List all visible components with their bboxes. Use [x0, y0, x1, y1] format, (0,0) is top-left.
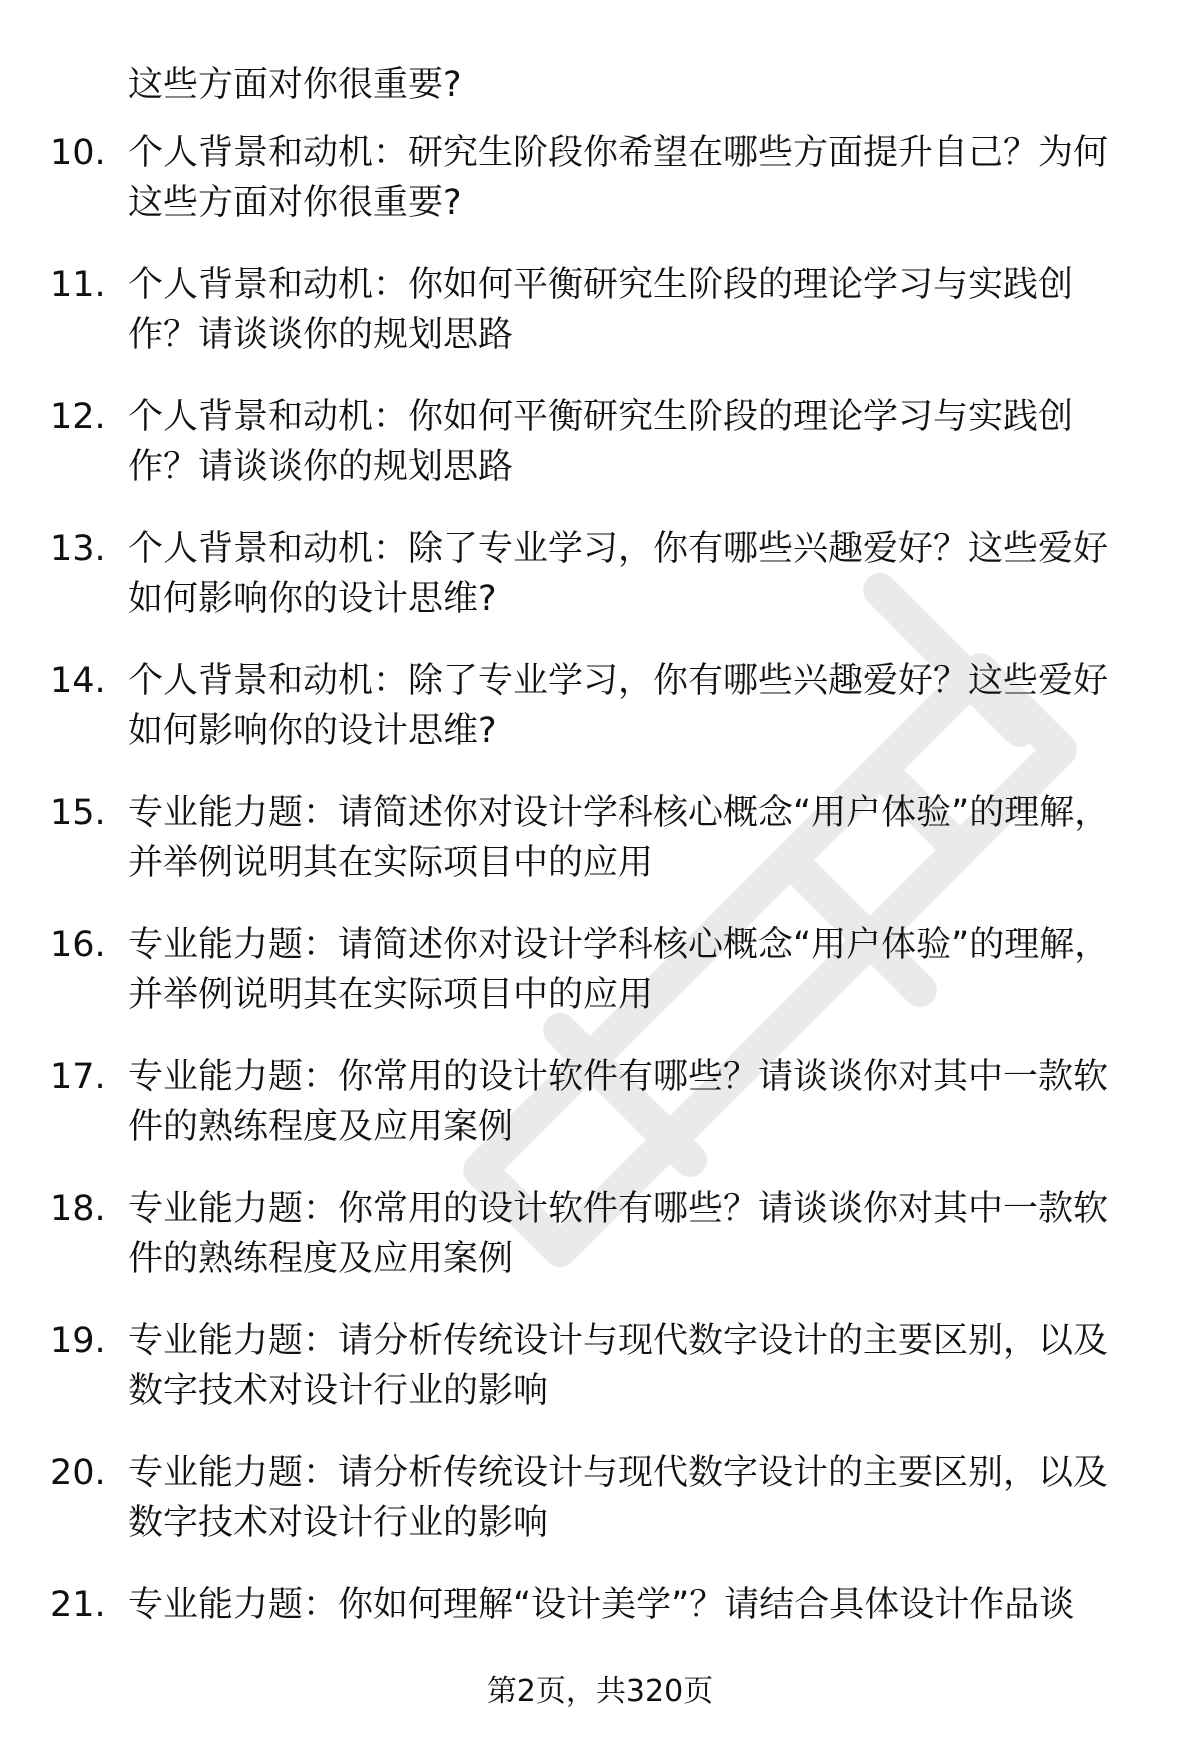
item-text: 个人背景和动机：研究生阶段你希望在哪些方面提升自己？为何这些方面对你很重要?	[128, 133, 1109, 223]
item-number: 16.	[50, 925, 106, 965]
item-text: 专业能力题：你如何理解“设计美学”？请结合具体设计作品谈	[128, 1585, 1075, 1625]
page-footer: 第2页，共320页	[486, 1674, 714, 1709]
item-text: 个人背景和动机：除了专业学习，你有哪些兴趣爱好？这些爱好如何影响你的设计思维?	[128, 529, 1109, 619]
item-text: 个人背景和动机：你如何平衡研究生阶段的理论学习与实践创作？请谈谈你的规划思路	[128, 397, 1074, 487]
item-number: 10.	[50, 133, 106, 173]
item-number: 21.	[50, 1585, 106, 1625]
item-text: 个人背景和动机：你如何平衡研究生阶段的理论学习与实践创作？请谈谈你的规划思路	[128, 265, 1074, 355]
item-number: 20.	[50, 1453, 106, 1493]
item-number: 15.	[50, 793, 106, 833]
item-text: 专业能力题：请分析传统设计与现代数字设计的主要区别，以及数字技术对设计行业的影响	[128, 1453, 1109, 1543]
item-text: 个人背景和动机：除了专业学习，你有哪些兴趣爱好？这些爱好如何影响你的设计思维?	[128, 661, 1109, 751]
item-text: 专业能力题：你常用的设计软件有哪些？请谈谈你对其中一款软件的熟练程度及应用案例	[128, 1057, 1109, 1147]
item-text: 专业能力题：你常用的设计软件有哪些？请谈谈你对其中一款软件的熟练程度及应用案例	[128, 1189, 1109, 1279]
item-number: 18.	[50, 1189, 106, 1229]
item-number: 19.	[50, 1321, 106, 1361]
continuation-text: 这些方面对你很重要?	[128, 65, 462, 105]
item-number: 17.	[50, 1057, 106, 1097]
item-text: 专业能力题：请简述你对设计学科核心概念“用户体验”的理解，并举例说明其在实际项目中的应用	[128, 925, 1110, 1015]
item-number: 14.	[50, 661, 106, 701]
item-number: 11.	[50, 265, 106, 305]
item-text: 专业能力题：请简述你对设计学科核心概念“用户体验”的理解，并举例说明其在实际项目中的应用	[128, 793, 1110, 883]
item-text: 专业能力题：请分析传统设计与现代数字设计的主要区别，以及数字技术对设计行业的影响	[128, 1321, 1109, 1411]
item-number: 13.	[50, 529, 106, 569]
item-number: 12.	[50, 397, 106, 437]
